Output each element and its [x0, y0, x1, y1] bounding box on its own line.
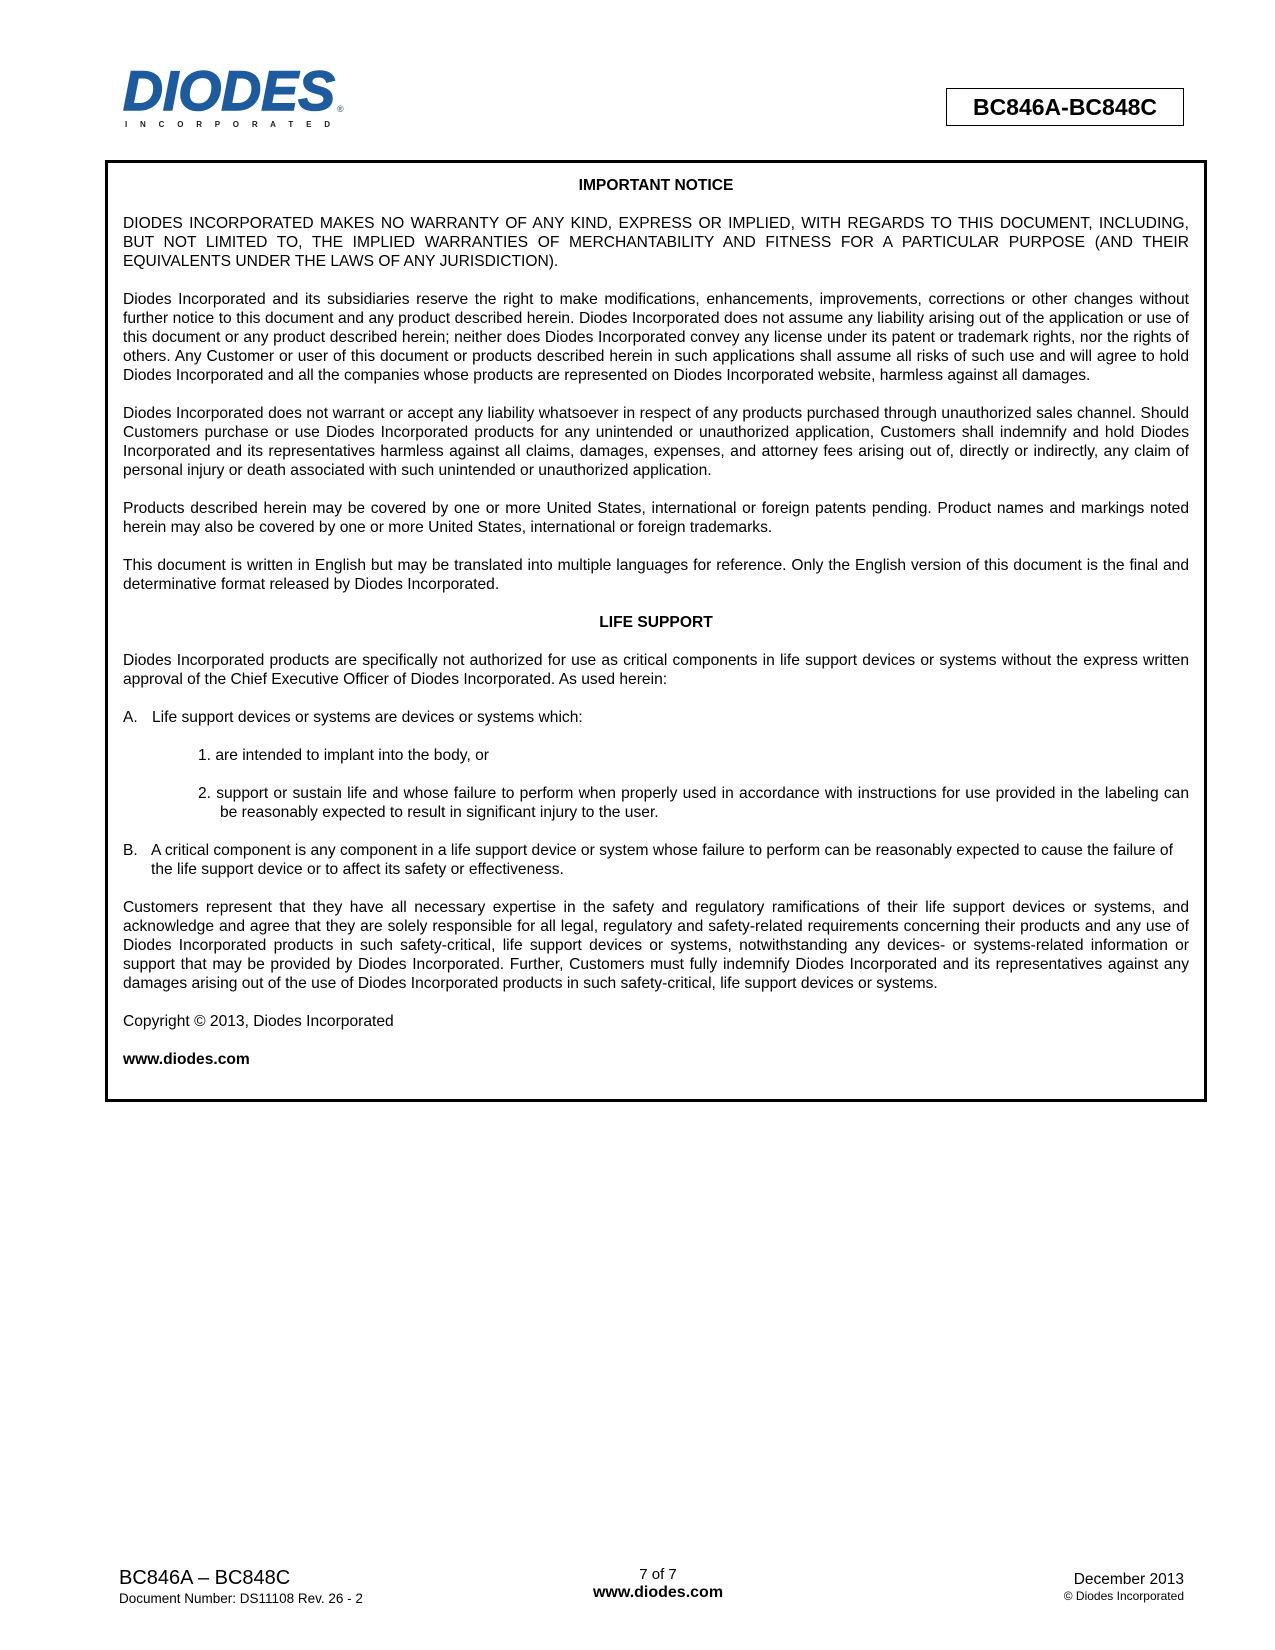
list-item-b-label: B. [123, 842, 138, 859]
footer-copyright: © Diodes Incorporated [1063, 1589, 1184, 1603]
footer-right [1064, 1570, 1184, 1604]
part-number-box: BC846A-BC848C [946, 88, 1184, 126]
list-item-b-text: A critical component is any component in a life support device or system whose failure to perform can be reasonably expected to cause the failure of the life support device or to affect its safety or effectiveness. [151, 842, 1173, 878]
footer-page-number: 7 of 7 [639, 1566, 677, 1583]
important-notice-heading: IMPORTANT NOTICE [578, 177, 734, 194]
diodes-logo-graphic [123, 66, 353, 132]
logo-registered-mark: ® [337, 104, 344, 114]
footer-date: December 2013 [1073, 1571, 1184, 1588]
patents-paragraph: Products described herein may be covered by one or more United States, international or foreign patents pending. Product names and markings noted herein may also be covered by one or more United States, international or foreign trademarks. [123, 500, 1189, 536]
footer-left [119, 1566, 363, 1607]
diodes-logo [123, 66, 353, 132]
sub-item-1: 1. are intended to implant into the body, or [198, 747, 489, 764]
footer-website-link[interactable]: www.diodes.com [592, 1584, 724, 1601]
customers-paragraph: Customers represent that they have all necessary expertise in the safety and regulatory ramifications of their life support devices or systems, and acknowledge and agree that they are solely responsible for all legal, regulatory and safety-related requirements concerning their products and any use of Diodes Incorporated products in such safety-critical, life support devices or systems, notwithstanding any devices- or systems-related information or support that may be provided by Diodes Incorporated. Further, Customers must fully indemnify Diodes Incorporated and its representatives against any damages arising out of the use of Diodes Incorporated products in such safety-critical, life support devices or systems. [123, 899, 1189, 992]
footer-part-range: BC846A – BC848C [119, 1567, 291, 1589]
website-link[interactable]: www.diodes.com [123, 1051, 250, 1068]
copyright-text: Copyright © 2013, Diodes Incorporated [123, 1013, 394, 1030]
sub-item-2: 2. support or sustain life and whose failure to perform when properly used in accordance with instructions for use provided in the labeling can be reasonably expected to result in significant injury to the user. [198, 785, 1189, 821]
language-paragraph: This document is written in English but may be translated into multiple languages for reference. Only the English version of this document is the final and determinative format released by Diodes Incorporated. [123, 557, 1189, 593]
life-support-intro: Diodes Incorporated products are specifically not authorized for use as critical components in life support devices or systems without the express written approval of the Chief Executive Officer of Diodes Incorporated. As used herein: [123, 652, 1189, 688]
important-notice-box [105, 160, 1207, 1102]
list-item-a-label: A. [123, 709, 138, 726]
list-item-a-text: Life support devices or systems are devices or systems which: [152, 709, 583, 726]
list-item-b [123, 841, 1189, 879]
warranty-paragraph: DIODES INCORPORATED MAKES NO WARRANTY OF ANY KIND, EXPRESS OR IMPLIED, WITH REGARDS TO THIS DOCUMENT, INCLUDING, BUT NOT LIMITED TO, THE IMPLIED WARRANTIES OF MERCHANTABILITY AND FITNESS FOR A PARTICULAR PURPOSE (AND THEIR EQUIVALENTS UNDER THE LAWS OF ANY JURISDICTION). [123, 215, 1189, 270]
life-support-heading: LIFE SUPPORT [599, 614, 713, 631]
logo-subtitle: I N C O R P O R A T E D [125, 120, 330, 129]
liability-paragraph: Diodes Incorporated does not warrant or accept any liability whatsoever in respect of any products purchased through unauthorized sales channel. Should Customers purchase or use Diodes Incorporated products for any unintended or unauthorized application, Customers shall indemnify and hold Diodes Incorporated and its representatives harmless against all claims, damages, expenses, and attorney fees arising out of, directly or indirectly, any claim of personal injury or death associated with such unintended or unauthorized application. [123, 405, 1189, 479]
list-item-a [123, 708, 1189, 727]
logo-wordmark: DIODES [123, 66, 335, 122]
footer-center [538, 1566, 778, 1603]
footer-document-number: Document Number: DS11108 Rev. 26 - 2 [119, 1591, 363, 1606]
modifications-paragraph: Diodes Incorporated and its subsidiaries reserve the right to make modifications, enhancements, improvements, corrections or other changes without further notice to this document and any product described herein. Diodes Incorporated does not assume any liability arising out of the application or use of this document or any product described herein; neither does Diodes Incorporated convey any license under its patent or trademark rights, nor the rights of others. Any Customer or user of this document or products described herein in such applications shall assume all risks of such use and will agree to hold Diodes Incorporated and all the companies whose products are represented on Diodes Incorporated website, harmless against all damages. [123, 291, 1189, 384]
